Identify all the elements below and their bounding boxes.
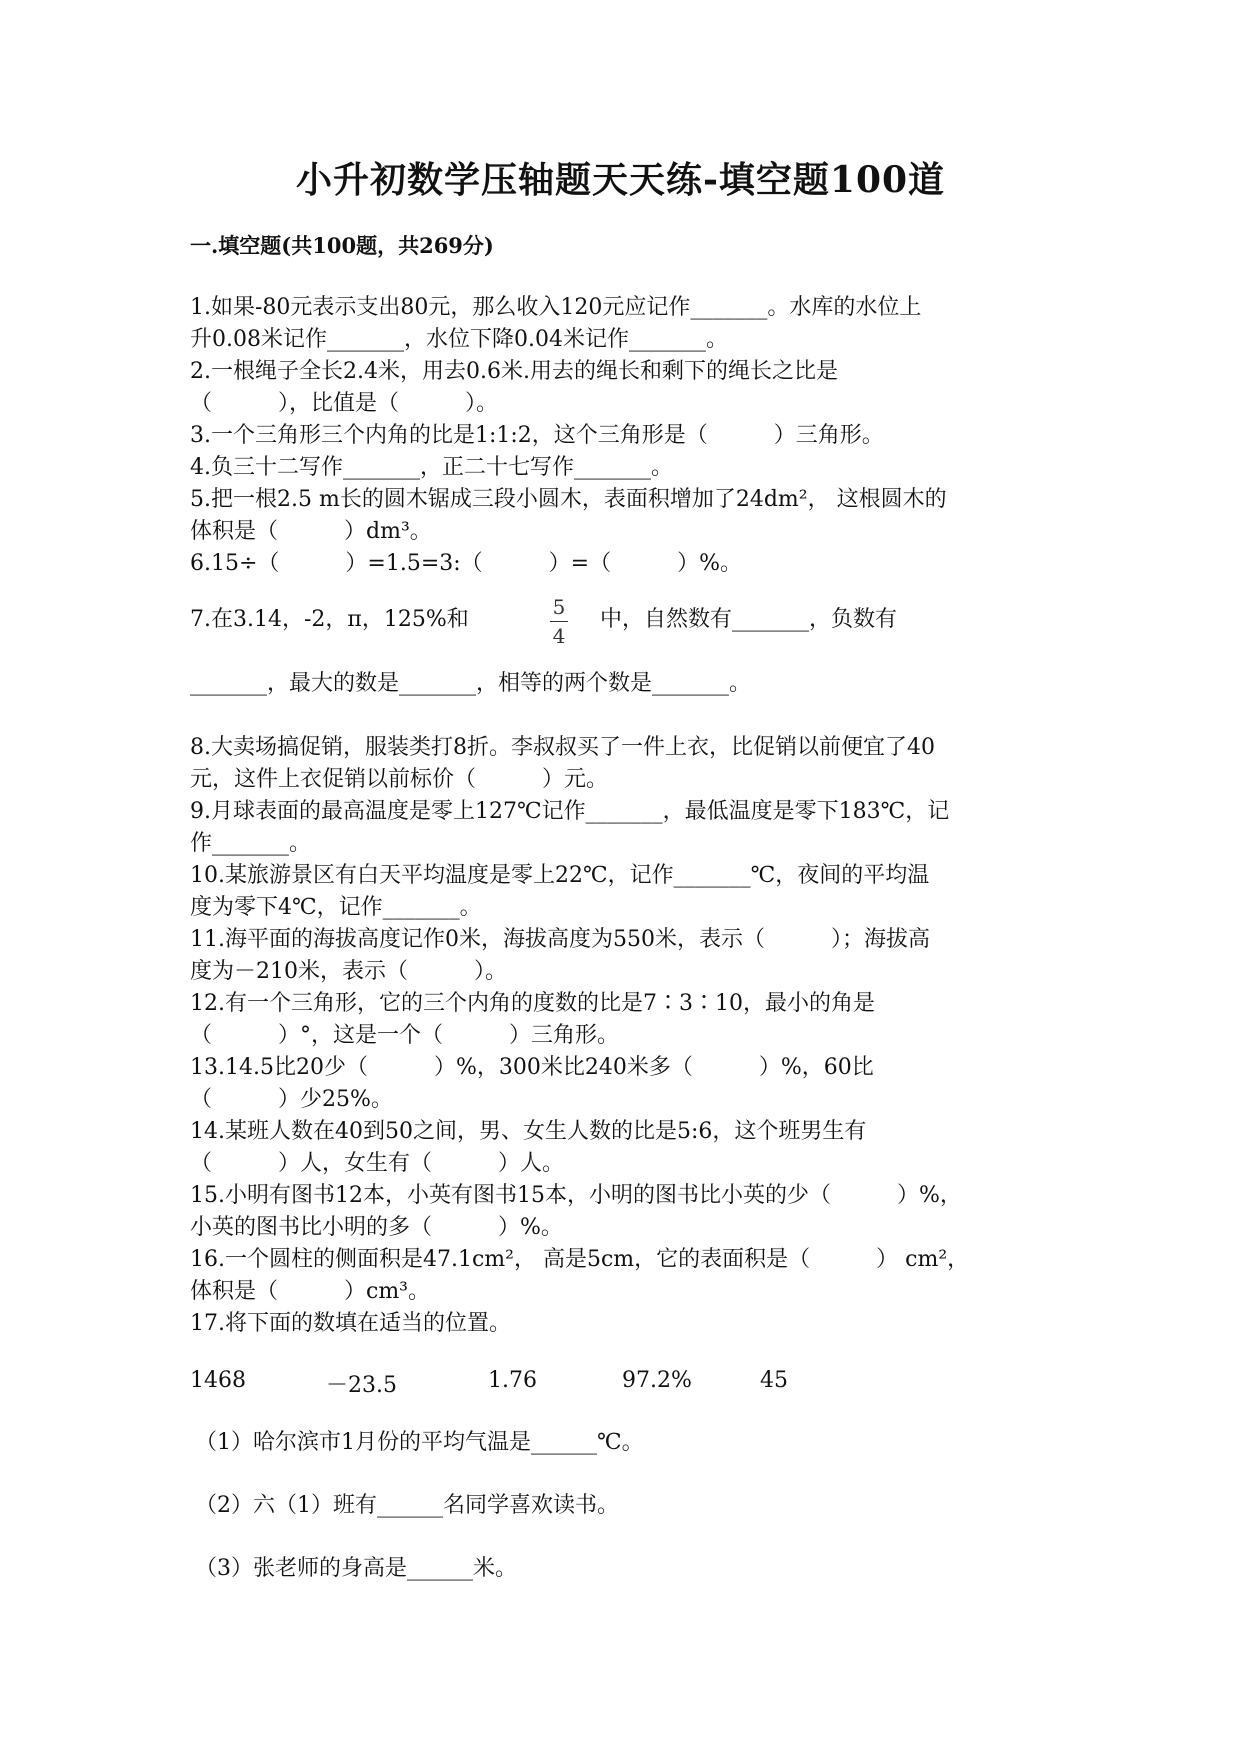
question-line: 度为－210米，表示（ ）。 (190, 959, 507, 984)
question-line: 17.将下面的数填在适当的位置。 (190, 1311, 511, 1336)
page-title: 小升初数学压轴题天天练-填空题100道 (295, 159, 946, 201)
number-item: 1468 (190, 1368, 246, 1393)
fraction-denominator: 4 (552, 624, 566, 648)
question-line: 度为零下4℃，记作_______。 (190, 895, 482, 920)
number-item: 97.2% (622, 1368, 692, 1393)
question-line: 7.在3.14，-2，π，125%和 (190, 607, 469, 632)
question-line: 小英的图书比小明的多（ ）%。 (190, 1215, 563, 1240)
number-item: －23.5 (326, 1373, 397, 1398)
question-line: 2.一根绳子全长2.4米，用去0.6米.用去的绳长和剩下的绳长之比是 (190, 359, 838, 384)
question-line: （ ）人，女生有（ ）人。 (190, 1151, 565, 1176)
question-line: 作_______。 (190, 831, 312, 856)
question-line: 中，自然数有_______，负数有 (600, 607, 898, 632)
sub-question: （3）张老师的身高是______米。 (195, 1556, 517, 1581)
question-line: （ ），比值是（ ）。 (190, 391, 499, 416)
sub-question: （2）六（1）班有______名同学喜欢读书。 (195, 1493, 619, 1518)
question-line: 体积是（ ）cm³。 (190, 1279, 431, 1304)
question-line: 体积是（ ）dm³。 (190, 519, 432, 544)
question-line: 10.某旅游景区有白天平均温度是零上22℃，记作_______℃，夜间的平均温 (190, 863, 930, 888)
question-line: 16.一个圆柱的侧面积是47.1cm²， 高是5cm，它的表面积是（ ） cm²， (190, 1247, 970, 1272)
question-line: 14.某班人数在40到50之间，男、女生人数的比是5:6，这个班男生有 (190, 1119, 867, 1144)
section-heading: 一.填空题(共100题，共269分) (190, 233, 494, 258)
question-line: 15.小明有图书12本，小英有图书15本，小明的图书比小英的少（ ）%， (190, 1183, 962, 1208)
question-line: 13.14.5比20少（ ）%，300米比240米多（ ）%，60比 (190, 1055, 874, 1080)
sub-question: （1）哈尔滨市1月份的平均气温是______℃。 (195, 1430, 644, 1455)
question-line: （ ）°，这是一个（ ）三角形。 (190, 1023, 620, 1048)
fraction-five-fourths (548, 594, 570, 649)
question-line: 1.如果-80元表示支出80元，那么收入120元应记作_______。水库的水位上 (190, 295, 922, 320)
question-line: 4.负三十二写作_______，正二十七写作_______。 (190, 455, 673, 480)
question-line: （ ）少25%。 (190, 1087, 393, 1112)
question-line: 11.海平面的海拔高度记作0米，海拔高度为550米，表示（ ）；海拔高 (190, 927, 930, 952)
question-line: _______，最大的数是_______，相等的两个数是_______。 (190, 671, 752, 696)
fraction-bar (550, 621, 568, 622)
fraction-numerator: 5 (552, 595, 566, 619)
question-line: 5.把一根2.5 m长的圆木锯成三段小圆木，表面积增加了24dm²， 这根圆木的 (190, 487, 947, 512)
question-line: 6.15÷（ ）=1.5=3:（ ）=（ ）%。 (190, 551, 743, 576)
number-item: 45 (760, 1368, 788, 1393)
question-line: 12.有一个三角形，它的三个内角的度数的比是7∶3∶10，最小的角是 (190, 991, 875, 1016)
question-line: 3.一个三角形三个内角的比是1:1:2，这个三角形是（ ）三角形。 (190, 423, 884, 448)
question-line: 升0.08米记作_______，水位下降0.04米记作_______。 (190, 327, 728, 352)
number-item: 1.76 (488, 1368, 537, 1393)
question-line: 8.大卖场搞促销，服装类打8折。李叔叔买了一件上衣，比促销以前便宜了40 (190, 735, 935, 760)
question-line: 9.月球表面的最高温度是零上127℃记作_______，最低温度是零下183℃，记 (190, 799, 950, 824)
question-line: 元，这件上衣促销以前标价（ ）元。 (190, 767, 609, 792)
